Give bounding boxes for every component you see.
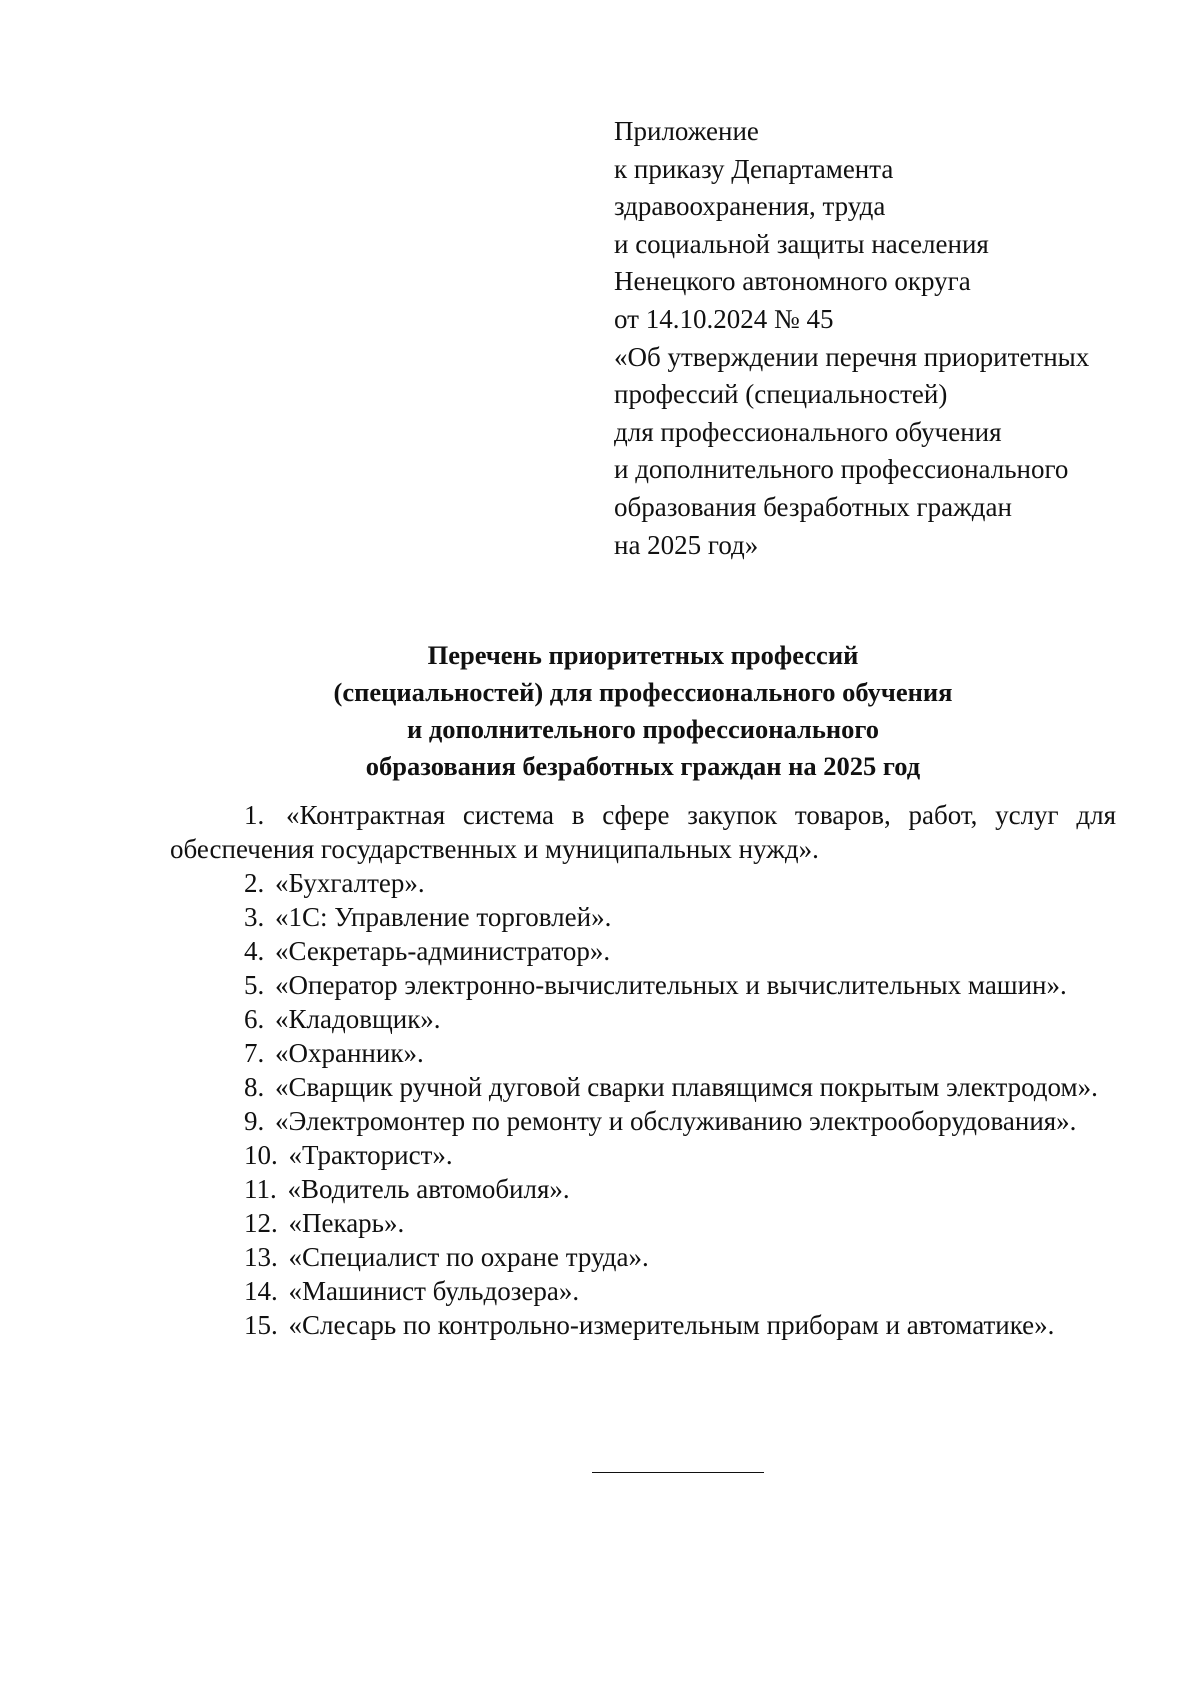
- list-item: [170, 1002, 1116, 1036]
- appendix-line: на 2025 год»: [614, 529, 759, 560]
- item-text: «Слесарь по контрольно-измерительным приборам и автоматике».: [288, 1310, 1055, 1340]
- item-number: 8.: [244, 1072, 265, 1102]
- item-number: 14.: [244, 1276, 278, 1306]
- item-text: «Электромонтер по ремонту и обслуживанию электрооборудования».: [275, 1106, 1077, 1136]
- appendix-line: здравоохранения, труда: [614, 191, 886, 222]
- item-number: 1.: [244, 800, 265, 830]
- item-number: 11.: [244, 1174, 277, 1204]
- item-text: «Сварщик ручной дуговой сварки плавящимся покрытым электродом».: [275, 1072, 1098, 1102]
- item-number: 12.: [244, 1208, 278, 1238]
- title-line: Перечень приоритетных профессий: [427, 640, 859, 670]
- list-item: [170, 900, 1116, 934]
- appendix-line: профессий (специальностей): [614, 379, 948, 410]
- item-text: «Бухгалтер».: [275, 868, 425, 898]
- item-number: 5.: [244, 970, 265, 1000]
- appendix-line: от 14.10.2024 № 45: [614, 303, 834, 334]
- list-item: [170, 866, 1116, 900]
- list-item: [170, 1206, 1116, 1240]
- list-item: [170, 968, 1116, 1002]
- item-text: «Водитель автомобиля».: [287, 1174, 570, 1204]
- item-text: «Охранник».: [275, 1038, 424, 1068]
- item-number: 6.: [244, 1004, 265, 1034]
- appendix-line: и социальной защиты населения: [614, 228, 989, 259]
- end-divider: [592, 1472, 764, 1473]
- title-line: образования безработных граждан на 2025 год: [365, 751, 921, 781]
- item-number: 13.: [244, 1242, 278, 1272]
- list-item: [170, 1036, 1116, 1070]
- item-text: «Секретарь-администратор».: [275, 936, 611, 966]
- item-number: 10.: [244, 1140, 278, 1170]
- appendix-line: Ненецкого автономного округа: [614, 266, 971, 297]
- list-item: [170, 798, 1116, 866]
- title-line: (специальностей) для профессионального обучения: [333, 677, 953, 707]
- title-line: и дополнительного профессионального: [406, 714, 880, 744]
- appendix-line: «Об утверждении перечня приоритетных: [614, 341, 1090, 372]
- item-text: «Кладовщик».: [275, 1004, 441, 1034]
- appendix-line: Приложение: [614, 116, 759, 146]
- list-item: [170, 934, 1116, 968]
- list-item: [170, 1104, 1116, 1138]
- item-number: 15.: [244, 1310, 278, 1340]
- document-title: [170, 637, 1116, 785]
- item-text: «Пекарь».: [288, 1208, 405, 1238]
- item-number: 2.: [244, 868, 265, 898]
- appendix-line: к приказу Департамента: [614, 153, 894, 184]
- professions-list: [170, 798, 1116, 1342]
- item-number: 7.: [244, 1038, 265, 1068]
- list-item: [170, 1172, 1116, 1206]
- list-item: [170, 1274, 1116, 1308]
- item-text: «1С: Управление торговлей».: [275, 902, 612, 932]
- item-text: «Тракторист».: [288, 1140, 453, 1170]
- appendix-line: и дополнительного профессионального: [614, 454, 1069, 485]
- appendix-line: для профессионального обучения: [614, 416, 1002, 447]
- list-item: [170, 1070, 1116, 1104]
- list-item: [170, 1308, 1116, 1342]
- item-text: «Специалист по охране труда».: [288, 1242, 649, 1272]
- item-text: «Контрактная система в сфере закупок товаров, работ, услуг для обеспечения государственных и муниципальных нужд».: [170, 800, 1116, 864]
- list-item: [170, 1240, 1116, 1274]
- item-text: «Оператор электронно-вычислительных и вычислительных машин».: [275, 970, 1067, 1000]
- item-number: 9.: [244, 1106, 265, 1136]
- appendix-header: [614, 113, 1174, 564]
- item-number: 3.: [244, 902, 265, 932]
- item-text: «Машинист бульдозера».: [288, 1276, 580, 1306]
- list-item: [170, 1138, 1116, 1172]
- item-number: 4.: [244, 936, 265, 966]
- appendix-line: образования безработных граждан: [614, 491, 1012, 522]
